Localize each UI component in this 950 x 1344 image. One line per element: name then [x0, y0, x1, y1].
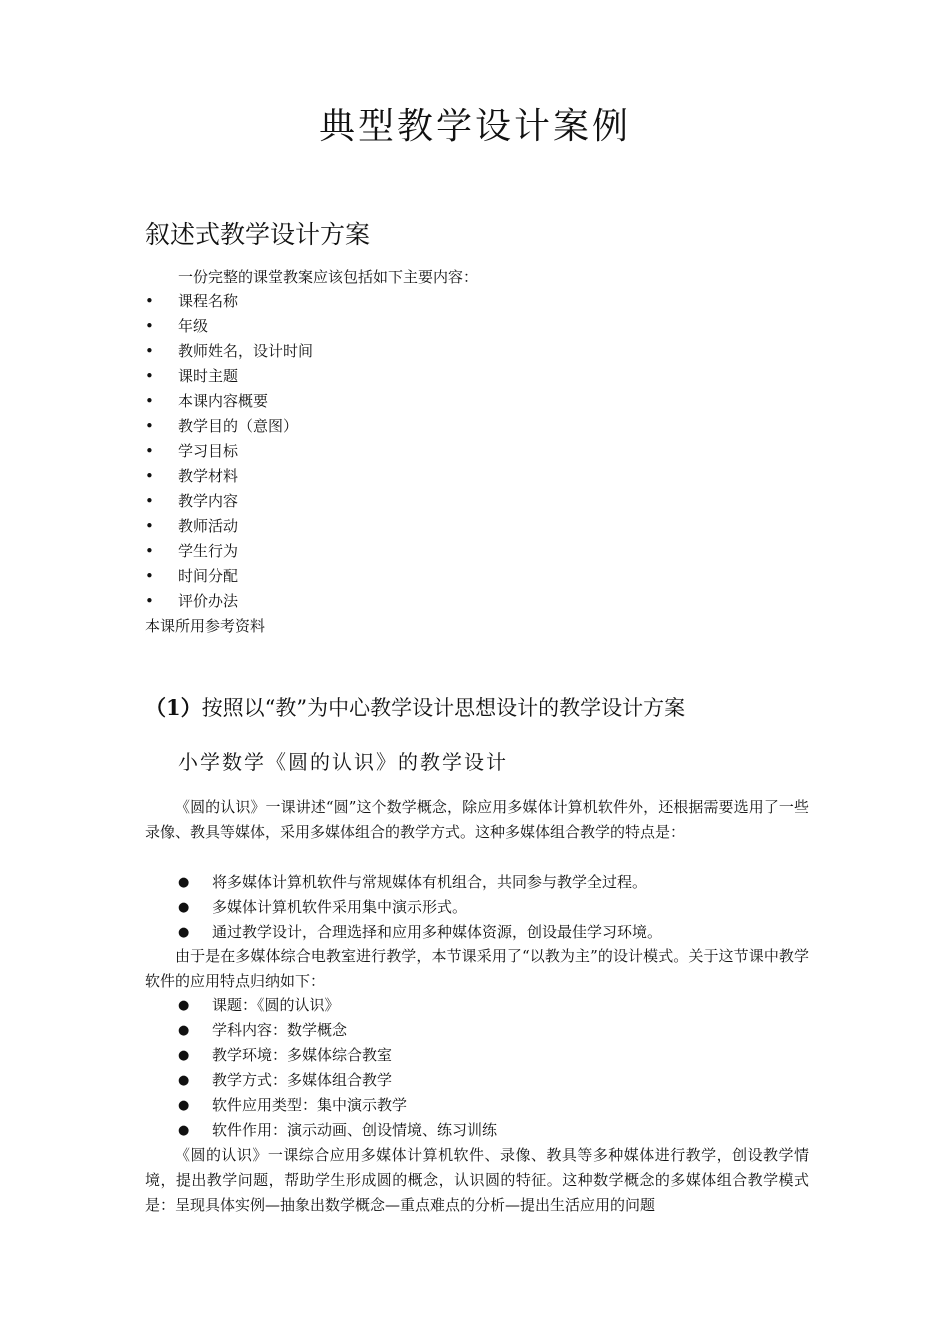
list-item-text: 将多媒体计算机软件与常规媒体有机组合，共同参与教学全过程。 [212, 873, 648, 891]
list-item-text: 软件应用类型：集中演示教学 [212, 1096, 408, 1114]
bullet-icon: • [145, 567, 154, 585]
bullet-icon: ● [178, 1073, 190, 1088]
bullet-icon: ● [178, 1123, 190, 1138]
bullet-icon: ● [178, 1048, 190, 1063]
list-item [145, 464, 313, 489]
list-item [145, 364, 313, 389]
list-item [145, 439, 313, 464]
list-item-text: 评价办法 [178, 592, 239, 610]
list-item [145, 414, 313, 439]
bullet-icon: • [145, 492, 154, 510]
bullet-icon: • [145, 442, 154, 460]
list-item [178, 1018, 497, 1043]
list-item-text: 教师姓名，设计时间 [178, 342, 314, 360]
list-item-text: 课时主题 [178, 367, 239, 385]
section2-subheading: 小学数学《圆的认识》的教学设计 [178, 750, 508, 774]
bullet-icon: • [145, 292, 154, 310]
list-item-text: 学科内容：数学概念 [212, 1021, 348, 1039]
bullet-icon: • [145, 517, 154, 535]
list-item [178, 1093, 497, 1118]
bullet-icon: • [145, 417, 154, 435]
bullet-icon: ● [178, 1023, 190, 1038]
list-item-text: 学习目标 [178, 442, 239, 460]
list-item-text: 教师活动 [178, 517, 239, 535]
list-item-text: 教学方式：多媒体组合教学 [212, 1071, 393, 1089]
list-item [178, 870, 662, 895]
bullet-icon: • [145, 592, 154, 610]
section1-heading: 叙述式教学设计方案 [145, 220, 371, 249]
list-item-text: 本课内容概要 [178, 392, 269, 410]
software-specs-list [178, 993, 497, 1143]
bullet-icon: • [145, 367, 154, 385]
list-item-text: 教学内容 [178, 492, 239, 510]
list-item [178, 1068, 497, 1093]
list-item [145, 564, 313, 589]
bullet-icon: ● [178, 900, 190, 915]
section1-trailing-item: 本课所用参考资料 [145, 617, 266, 635]
bullet-icon: ● [178, 1098, 190, 1113]
list-item [145, 489, 313, 514]
bullet-icon: • [145, 467, 154, 485]
paragraph-design-mode: 由于是在多媒体综合电教室进行教学，本节课采用了“以教为主”的设计模式。关于这节课中教学软件的应用特点归纳如下： [145, 947, 809, 990]
list-item [178, 895, 662, 920]
section2-heading-text: 按照以“教”为中心教学设计思想设计的教学设计方案 [201, 696, 686, 720]
paragraph-teaching-model: 《圆的认识》一课综合应用多媒体计算机软件、录像、教具等多种媒体进行教学，创设教学情境，提出教学问题，帮助学生形成圆的概念，认识圆的特征。这种数学概念的多媒体组合教学模式是：呈现具体实例—抽象出数学概念—重点难点的分析—提出生活应用的问题 [145, 1146, 809, 1214]
list-item [178, 920, 662, 945]
bullet-icon: • [145, 342, 154, 360]
section2-heading [145, 692, 685, 722]
list-item [145, 389, 313, 414]
list-item [145, 289, 313, 314]
lesson-plan-contents-list [145, 289, 313, 614]
bullet-icon: ● [178, 875, 190, 890]
paragraph-intro: 《圆的认识》一课讲述“圆”这个数学概念，除应用多媒体计算机软件外，还根据需要选用了一些录像、教具等媒体，采用多媒体组合的教学方式。这种多媒体组合教学的特点是： [145, 798, 809, 841]
list-item [178, 1043, 497, 1068]
list-item-text: 多媒体计算机软件采用集中演示形式。 [212, 898, 468, 916]
bullet-icon: ● [178, 925, 190, 940]
list-item [178, 993, 497, 1018]
bullet-icon: • [145, 542, 154, 560]
list-item [145, 589, 313, 614]
list-item-text: 时间分配 [178, 567, 239, 585]
list-item-text: 课题：《圆的认识》 [212, 996, 340, 1014]
list-item-text: 教学材料 [178, 467, 239, 485]
list-item-text: 软件作用：演示动画、创设情境、练习训练 [212, 1121, 498, 1139]
list-item [145, 514, 313, 539]
section1-intro: 一份完整的课堂教案应该包括如下主要内容： [178, 268, 479, 286]
features-list [178, 870, 662, 945]
section2-number: （1） [145, 695, 202, 720]
list-item [178, 1118, 497, 1143]
list-item-text: 教学目的（意图） [178, 417, 299, 435]
list-item-text: 年级 [178, 317, 209, 335]
list-item-text: 通过教学设计，合理选择和应用多种媒体资源，创设最佳学习环境。 [212, 923, 663, 941]
bullet-icon: ● [178, 998, 190, 1013]
list-item [145, 339, 313, 364]
bullet-icon: • [145, 317, 154, 335]
list-item [145, 314, 313, 339]
list-item-text: 教学环境：多媒体综合教室 [212, 1046, 393, 1064]
bullet-icon: • [145, 392, 154, 410]
list-item-text: 学生行为 [178, 542, 239, 560]
document-title: 典型教学设计案例 [318, 106, 631, 147]
list-item-text: 课程名称 [178, 292, 239, 310]
list-item [145, 539, 313, 564]
